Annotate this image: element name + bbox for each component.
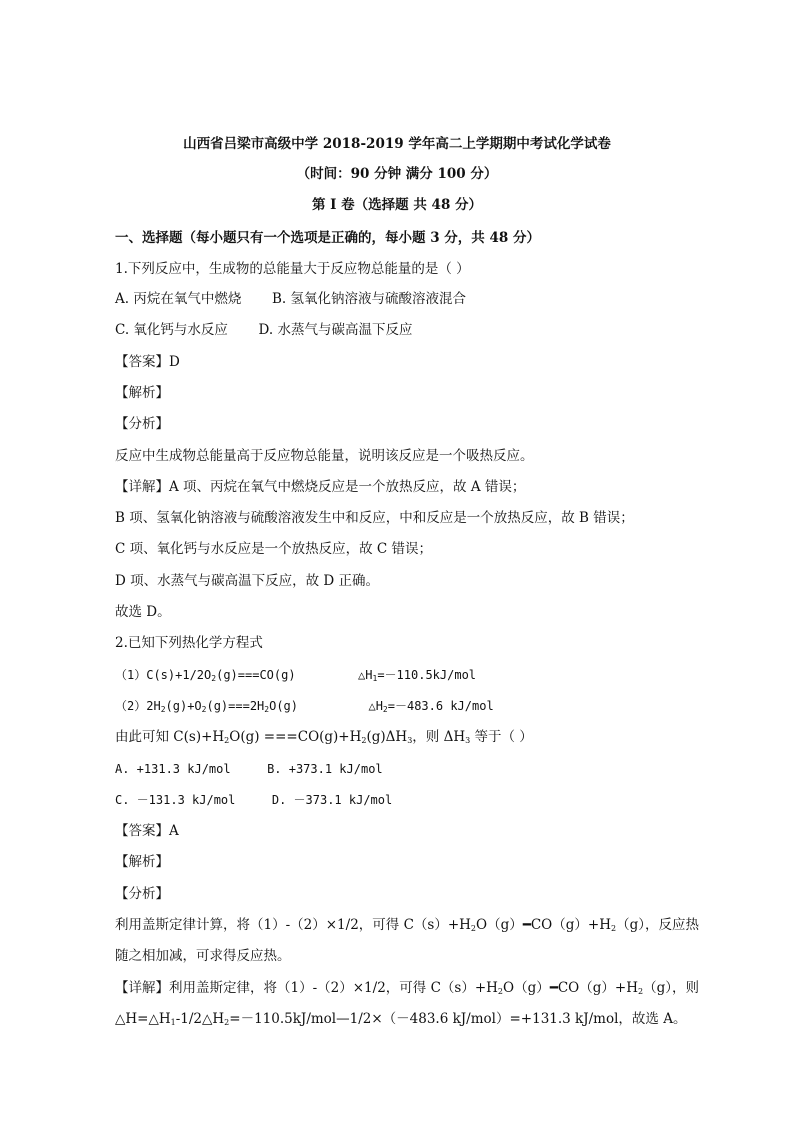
q2-eq2-part: (g)+O	[165, 699, 202, 713]
q2-option-b: B. +373.1 kJ/mol	[267, 762, 383, 776]
q2-jiexi-label: 【解析】	[115, 854, 169, 870]
exam-time-info: （时间：90 分钟 满分 100 分）	[296, 166, 498, 182]
q1-option-d: D. 水蒸气与碳高温下反应	[258, 322, 413, 338]
q2-option-d: D. －373.1 kJ/mol	[271, 793, 393, 807]
q2-detail-sub: 1	[170, 1018, 176, 1027]
q2-detail-part: 【详解】利用盖斯定律，将（1）-（2）×1/2，可得 C（s）+H	[115, 980, 498, 996]
q1-options-cd	[115, 321, 412, 339]
q2-eq1-dh-sub: 1	[372, 674, 378, 683]
q1-jiexi-label: 【解析】	[115, 385, 169, 401]
q2-analysis-part: 利用盖斯定律计算，将（1）-（2）×1/2，可得 C（s）+H	[115, 917, 471, 933]
q2-options-cd	[115, 791, 392, 809]
q2-eq1-dh: △H	[358, 668, 373, 682]
q2-analysis-line-1	[115, 916, 699, 934]
q2-equation-1	[115, 666, 476, 684]
q1-detail-c: C 项、氧化钙与水反应是一个放热反应，故 C 错误；	[115, 541, 433, 557]
q2-eq2-part: (g)===2H	[206, 699, 265, 713]
q2-answer: 【答案】A	[115, 823, 179, 839]
q1-stem: 1.下列反应中，生成物的总能量大于反应物总能量的是（ ）	[115, 261, 470, 277]
q2-detail-part: =－110.5kJ/mol—1/2×（－483.6 kJ/mol）=+131.3 kJ/mol，故选 A。	[229, 1011, 687, 1027]
q2-eq2-sub: 2	[160, 705, 166, 714]
q2-option-c: C. －131.3 kJ/mol	[115, 793, 236, 807]
q1-answer: 【答案】D	[115, 354, 180, 370]
q2-analysis-sub: 2	[470, 924, 477, 933]
q2-detail-sub: 2	[497, 987, 504, 996]
q1-option-a: A. 丙烷在氧气中燃烧	[115, 291, 242, 307]
q1-detail-d: D 项、水蒸气与碳高温下反应，故 D 正确。	[115, 573, 380, 589]
q2-analysis-sub: 2	[610, 924, 617, 933]
q2-detail-part: （g），则	[643, 980, 699, 996]
q2-eq2-part: O(g)	[269, 699, 298, 713]
q2-question-part: 等于（ ）	[470, 729, 533, 745]
q2-analysis-line-2: 随之相加减，可求得反应热。	[115, 948, 291, 964]
q2-question-part: O(g) ===CO(g)+H	[229, 729, 362, 745]
q2-option-a: A. +131.3 kJ/mol	[115, 762, 231, 776]
q2-eq2-sub: 2	[264, 705, 270, 714]
q2-question-sub: 2	[224, 736, 230, 745]
q2-detail-line-1	[115, 979, 699, 997]
q2-question-sub: 3	[407, 736, 413, 745]
q2-options-ab	[115, 760, 383, 778]
q2-eq2-dh-sub: 2	[382, 705, 388, 714]
q1-detail-a-text: A 项、丙烷在氧气中燃烧反应是一个放热反应，故 A 错误；	[169, 479, 526, 495]
q1-option-b: B. 氢氧化钠溶液与硫酸溶液混合	[271, 291, 466, 307]
q2-eq2-dh: △H	[368, 699, 383, 713]
q2-eq2-label: （2）	[115, 699, 147, 713]
q2-question-sub: 3	[465, 736, 471, 745]
section-title: 一、选择题（每小题只有一个选项是正确的，每小题 3 分，共 48 分）	[115, 230, 540, 246]
q2-question-part: 由此可知 C(s)+H	[115, 729, 225, 745]
q2-eq1-label: （1）	[115, 668, 147, 682]
exam-title: 山西省吕梁市高级中学 2018-2019 学年高二上学期期中考试化学试卷	[183, 136, 611, 152]
q2-detail-part: -1/2△H	[175, 1011, 225, 1027]
q2-detail-part: △H=△H	[115, 1011, 171, 1027]
q2-detail-sub: 2	[224, 1018, 230, 1027]
q2-eq1-sub: 2	[211, 674, 217, 683]
q1-detail-tag: 【详解】	[115, 479, 169, 495]
q1-detail-b: B 项、氢氧化钠溶液与硫酸溶液发生中和反应，中和反应是一个放热反应，故 B 错误；	[115, 510, 634, 526]
q2-question-part: (g)ΔH	[366, 729, 408, 745]
q2-eq2-sub: 2	[201, 705, 207, 714]
q1-conclusion: 故选 D。	[115, 604, 171, 620]
q2-equation-2	[115, 697, 494, 715]
q2-question	[115, 728, 533, 746]
q2-detail-line-2	[115, 1010, 686, 1028]
q2-analysis-part: O（g）━CO（g）+H	[476, 917, 611, 933]
q2-eq1-part: C(s)+1/2O	[146, 668, 212, 682]
q2-eq1-part: (g)===CO(g)	[216, 668, 296, 682]
q2-eq2-dh-value: =－483.6 kJ/mol	[387, 699, 494, 713]
volume-title: 第 I 卷（选择题 共 48 分）	[311, 197, 483, 213]
q2-detail-sub: 2	[637, 987, 644, 996]
q2-fenxi-label: 【分析】	[115, 886, 169, 902]
q2-stem: 2.已知下列热化学方程式	[115, 635, 263, 651]
q1-detail-a	[115, 478, 525, 496]
q1-fenxi-label: 【分析】	[115, 416, 169, 432]
q2-detail-part: O（g）━CO（g）+H	[503, 980, 638, 996]
q1-analysis: 反应中生成物总能量高于反应物总能量，说明该反应是一个吸热反应。	[115, 448, 534, 464]
q2-eq2-part: 2H	[146, 699, 161, 713]
q2-question-part: ，则 ΔH	[412, 729, 466, 745]
q2-question-sub: 2	[361, 736, 367, 745]
q1-option-c: C. 氧化钙与水反应	[115, 322, 228, 338]
q2-eq1-dh-value: =－110.5kJ/mol	[377, 668, 477, 682]
q1-options-ab	[115, 290, 466, 308]
q2-analysis-part: （g），反应热	[616, 917, 699, 933]
